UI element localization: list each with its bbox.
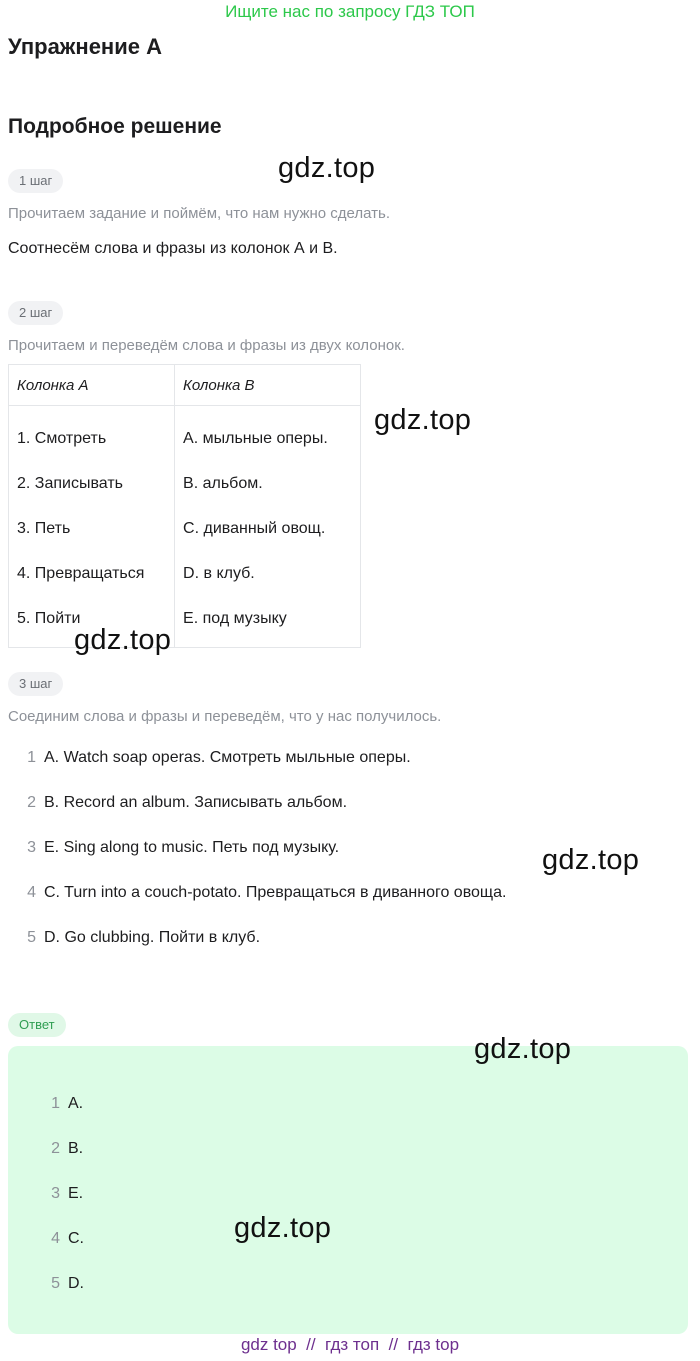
list-item [8,929,506,974]
step-1-hint: Прочитаем задание и поймём, что нам нужно сделать. [8,205,391,222]
list-item [16,1095,84,1140]
watermark: gdz.top [234,1212,332,1244]
list-number: 4 [27,884,36,901]
list-item [16,1275,84,1320]
table-row [9,596,361,648]
answer-badge: Ответ [8,1013,66,1037]
result-list [8,749,506,974]
table-cell: 5. Пойти [9,596,175,648]
table-row [9,461,361,506]
list-number: 1 [27,749,36,766]
list-number: 5 [27,929,36,946]
list-item [8,794,506,839]
answer-list [16,1095,84,1320]
table-row [9,551,361,596]
list-text: B. [68,1140,84,1157]
table-cell: 2. Записывать [9,461,175,506]
footer-links: gdz top // гдз топ // гдз top [240,1335,460,1354]
list-item [16,1140,84,1185]
column-b-header: Колонка В [175,365,361,406]
table-cell: D. в клуб. [175,551,361,596]
list-text: C. Turn into a couch-potato. Превращаться в диванного овоща. [44,884,507,901]
watermark: gdz.top [278,152,376,184]
list-number: 2 [27,794,36,811]
list-item [8,884,506,929]
list-text: D. [68,1275,84,1292]
column-a-header: Колонка А [9,365,175,406]
list-item [8,749,506,794]
list-text: E. Sing along to music. Петь под музыку. [44,839,340,856]
step-2-badge: 2 шаг [8,301,63,325]
watermark: gdz.top [374,404,472,436]
watermark: gdz.top [74,624,172,656]
table-cell: C. диванный овощ. [175,506,361,551]
list-text: A. [68,1095,84,1112]
list-text: D. Go clubbing. Пойти в клуб. [44,929,261,946]
list-item [8,839,506,884]
step-2-hint: Прочитаем и переведём слова и фразы из двух колонок. [8,337,405,354]
list-text: B. Record an album. Записывать альбом. [44,794,348,811]
list-number: 3 [27,839,36,856]
table-cell: 3. Петь [9,506,175,551]
page-title: Упражнение A [8,34,162,59]
list-number: 4 [51,1230,60,1247]
watermark: gdz.top [542,844,640,876]
list-number: 1 [51,1095,60,1112]
table-cell: 1. Смотреть [9,406,175,462]
answer-box [8,1046,688,1334]
table-row [9,506,361,551]
list-item [16,1230,84,1275]
search-banner: Ищите нас по запросу ГДЗ ТОП [225,2,475,21]
watermark: gdz.top [474,1033,572,1065]
list-number: 3 [51,1185,60,1202]
list-number: 2 [51,1140,60,1157]
columns-table [8,364,361,648]
table-cell: A. мыльные оперы. [175,406,361,462]
table-cell: B. альбом. [175,461,361,506]
step-1-badge: 1 шаг [8,169,63,193]
list-text: E. [68,1185,84,1202]
list-text: C. [68,1230,84,1247]
step-3-hint: Соединим слова и фразы и переведём, что у нас получилось. [8,708,442,725]
table-cell: E. под музыку [175,596,361,648]
table-row [9,406,361,462]
step-3-badge: 3 шаг [8,672,63,696]
step-1-text: Соотнесём слова и фразы из колонок А и В. [8,240,338,257]
solution-heading: Подробное решение [8,115,222,138]
table-cell: 4. Превращаться [9,551,175,596]
list-text: A. Watch soap operas. Смотреть мыльные оперы. [44,749,411,766]
list-number: 5 [51,1275,60,1292]
list-item [16,1185,84,1230]
